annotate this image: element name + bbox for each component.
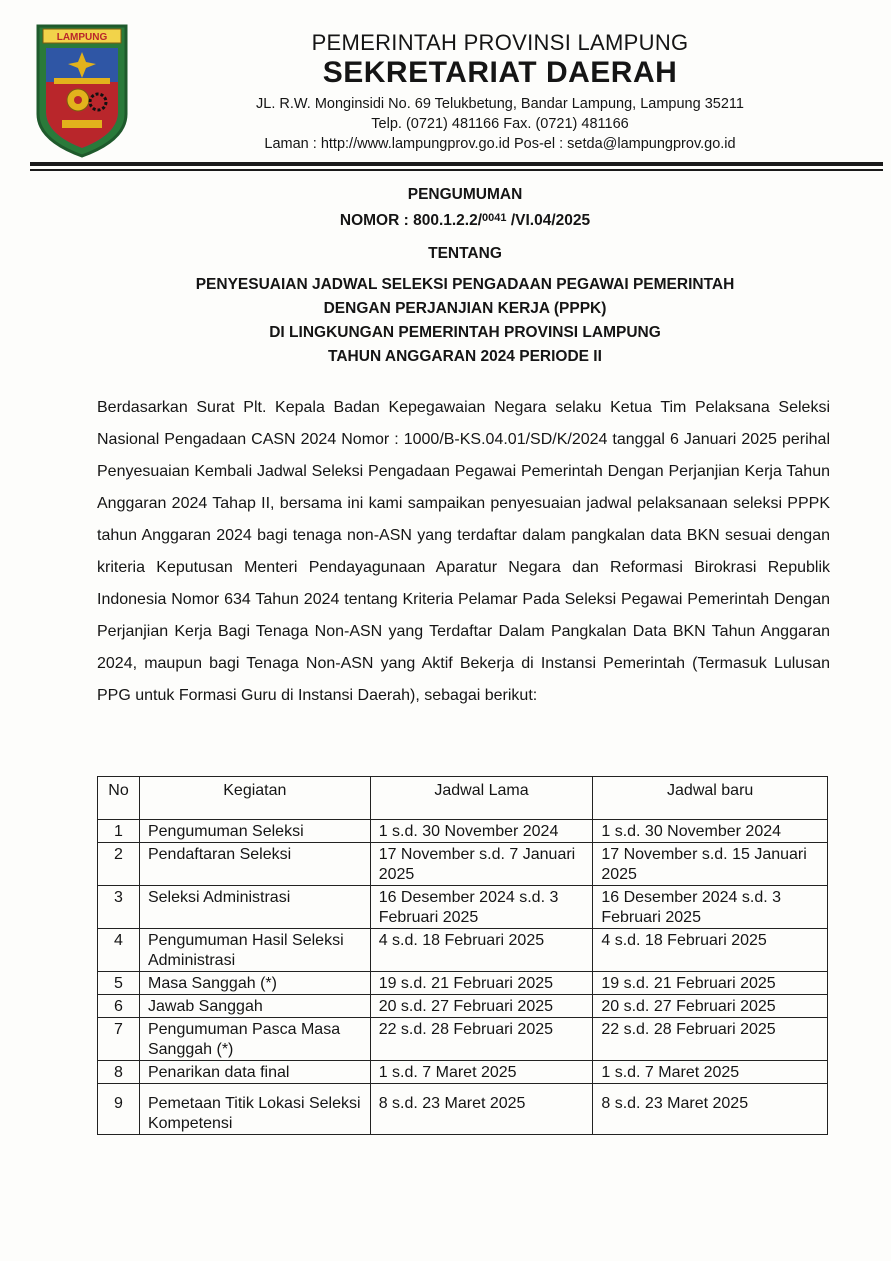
table-row [98, 820, 828, 843]
cell-kegiatan: Pengumuman Seleksi [139, 820, 370, 843]
letterhead-rule [30, 162, 883, 166]
cell-jadwal-baru: 22 s.d. 28 Februari 2025 [593, 1018, 828, 1061]
cell-jadwal-baru: 17 November s.d. 15 Januari 2025 [593, 843, 828, 886]
table-header-row [98, 777, 828, 820]
cell-no: 8 [98, 1061, 140, 1084]
subject-line-1: PENYESUAIAN JADWAL SELEKSI PENGADAAN PEGAWAI PEMERINTAH [195, 276, 735, 293]
cell-kegiatan: Jawab Sanggah [139, 995, 370, 1018]
announcement-title: PENGUMUMAN [407, 186, 523, 203]
subject-line-4: TAHUN ANGGARAN 2024 PERIODE II [328, 348, 602, 365]
cell-kegiatan: Pengumuman Hasil Seleksi Administrasi [139, 929, 370, 972]
cell-jadwal-baru: 20 s.d. 27 Februari 2025 [593, 995, 828, 1018]
cell-no: 9 [98, 1084, 140, 1135]
cell-jadwal-baru: 4 s.d. 18 Februari 2025 [593, 929, 828, 972]
cell-jadwal-baru: 1 s.d. 7 Maret 2025 [593, 1061, 828, 1084]
cell-jadwal-baru: 8 s.d. 23 Maret 2025 [593, 1084, 828, 1135]
cell-no: 6 [98, 995, 140, 1018]
table-row [98, 929, 828, 972]
cell-jadwal-lama: 1 s.d. 30 November 2024 [370, 820, 593, 843]
table-row [98, 972, 828, 995]
number-suffix: /VI.04/2025 [506, 212, 591, 229]
table-row [98, 886, 828, 929]
header-jadwal-baru: Jadwal baru [593, 777, 828, 820]
schedule-table [97, 776, 828, 1135]
cell-jadwal-lama: 16 Desember 2024 s.d. 3 Februari 2025 [370, 886, 593, 929]
table-row [98, 843, 828, 886]
subject-line-3: DI LINGKUNGAN PEMERINTAH PROVINSI LAMPUNG [269, 324, 661, 341]
cell-jadwal-lama: 4 s.d. 18 Februari 2025 [370, 929, 593, 972]
government-name: PEMERINTAH PROVINSI LAMPUNG [311, 30, 689, 55]
cell-jadwal-lama: 17 November s.d. 7 Januari 2025 [370, 843, 593, 886]
subject-line-2: DENGAN PERJANJIAN KERJA (PPPK) [323, 300, 607, 317]
cell-kegiatan: Pendaftaran Seleksi [139, 843, 370, 886]
header-kegiatan: Kegiatan [139, 777, 370, 820]
cell-jadwal-lama: 1 s.d. 7 Maret 2025 [370, 1061, 593, 1084]
letterhead-rule-thin [30, 169, 883, 171]
cell-kegiatan: Penarikan data final [139, 1061, 370, 1084]
cell-no: 1 [98, 820, 140, 843]
cell-kegiatan: Seleksi Administrasi [139, 886, 370, 929]
emblem-label: LAMPUNG [56, 32, 108, 43]
number-handwritten: 0041 [482, 212, 507, 224]
table-row [98, 1061, 828, 1084]
announcement-about: TENTANG [428, 245, 502, 262]
header-no: No [98, 777, 140, 820]
table-row [98, 1018, 828, 1061]
office-phone: Telp. (0721) 481166 Fax. (0721) 481166 [371, 116, 629, 132]
cell-no: 4 [98, 929, 140, 972]
cell-kegiatan: Pemetaan Titik Lokasi Seleksi Kompetensi [139, 1084, 370, 1135]
cell-jadwal-lama: 20 s.d. 27 Februari 2025 [370, 995, 593, 1018]
cell-jadwal-lama: 19 s.d. 21 Februari 2025 [370, 972, 593, 995]
cell-jadwal-lama: 22 s.d. 28 Februari 2025 [370, 1018, 593, 1061]
number-prefix: NOMOR : 800.1.2.2/ [339, 212, 483, 229]
cell-no: 5 [98, 972, 140, 995]
office-address: JL. R.W. Monginsidi No. 69 Telukbetung, Bandar Lampung, Lampung 35211 [256, 96, 744, 112]
cell-jadwal-baru: 19 s.d. 21 Februari 2025 [593, 972, 828, 995]
cell-jadwal-baru: 16 Desember 2024 s.d. 3 Februari 2025 [593, 886, 828, 929]
lampung-emblem-icon [34, 22, 130, 160]
body-paragraph: Berdasarkan Surat Plt. Kepala Badan Kepegawaian Negara selaku Ketua Tim Pelaksana Seleksi Nasional Pengadaan CASN 2024 Nomor : 1000/B-KS.04.01/SD/K/2024 tanggal 6 Januari 2025 perihal Penyesuaian Kembali Jadwal Seleksi Pengadaan Pegawai Pemerintah Dengan Perjanjian Kerja Tahun Anggaran 2024 Tahap II, bersama ini kami sampaikan penyesuaian jadwal pelaksanaan seleksi PPPK tahun Anggaran 2024 bagi tenaga non-ASN yang terdaftar dalam pangkalan data BKN sesuai dengan kriteria Keputusan Menteri Pendayagunaan Aparatur Negara dan Reformasi Birokrasi Republik Indonesia Nomor 634 Tahun 2024 tentang Kriteria Pelamar Pada Seleksi Pegawai Pemerintah Dengan Perjanjian Kerja Bagi Tenaga Non-ASN yang Terdaftar Dalam Pangkalan Data BKN Tahun Anggaran 2024, maupun bagi Tenaga Non-ASN yang Aktif Bekerja di Instansi Pemerintah (Termasuk Lulusan PPG untuk Formasi Guru di Instansi Daerah), sebagai berikut: [97, 399, 830, 704]
cell-kegiatan: Masa Sanggah (*) [139, 972, 370, 995]
office-web: Laman : http://www.lampungprov.go.id Pos-el : setda@lampungprov.go.id [264, 136, 736, 152]
cell-no: 7 [98, 1018, 140, 1061]
cell-no: 2 [98, 843, 140, 886]
table-row [98, 1084, 828, 1135]
cell-no: 3 [98, 886, 140, 929]
cell-kegiatan: Pengumuman Pasca Masa Sanggah (*) [139, 1018, 370, 1061]
announcement-number [90, 212, 840, 230]
table-row [98, 995, 828, 1018]
office-name: SEKRETARIAT DAERAH [322, 56, 678, 89]
cell-jadwal-lama: 8 s.d. 23 Maret 2025 [370, 1084, 593, 1135]
header-jadwal-lama: Jadwal Lama [370, 777, 593, 820]
cell-jadwal-baru: 1 s.d. 30 November 2024 [593, 820, 828, 843]
